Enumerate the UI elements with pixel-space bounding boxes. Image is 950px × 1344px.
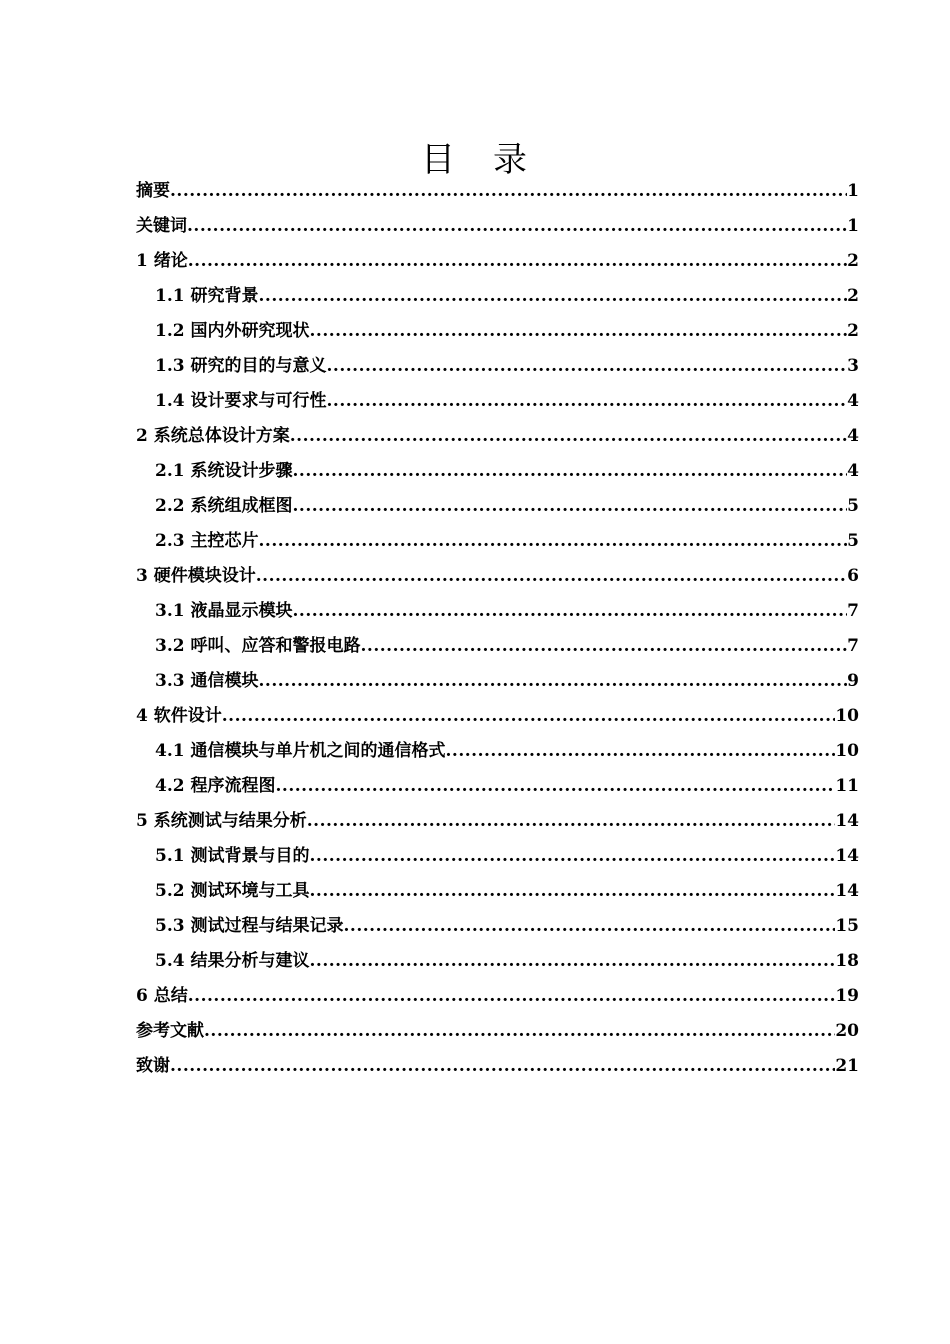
toc-leader-dots	[293, 594, 848, 629]
toc-leader-dots	[188, 979, 836, 1014]
toc-entry-label: 1 绪论	[136, 251, 188, 271]
toc-entry-page-number: 6	[847, 566, 859, 586]
toc-entry[interactable]	[136, 349, 859, 384]
toc-leader-dots	[188, 244, 847, 279]
toc-entry-page-number: 14	[835, 881, 859, 901]
toc-entry[interactable]	[136, 699, 859, 734]
toc-leader-dots	[204, 1014, 835, 1049]
toc-entry-page-number: 14	[835, 811, 859, 831]
toc-entry-label: 5.1 测试背景与目的	[155, 846, 310, 866]
toc-entry-page-number: 21	[835, 1056, 859, 1076]
toc-entry-label: 5.3 测试过程与结果记录	[155, 916, 344, 936]
toc-leader-dots	[327, 349, 848, 384]
toc-leader-dots	[310, 874, 836, 909]
toc-entry-page-number: 1	[847, 216, 859, 236]
toc-entry[interactable]	[136, 524, 859, 559]
toc-entry[interactable]	[136, 1049, 859, 1084]
toc-entry-page-number: 4	[847, 461, 859, 481]
toc-leader-dots	[293, 489, 848, 524]
toc-title-right: 录	[493, 140, 529, 180]
toc-leader-dots	[310, 314, 848, 349]
toc-leader-dots	[259, 664, 848, 699]
toc-entry-page-number: 7	[847, 636, 859, 656]
toc-entry-label: 3.1 液晶显示模块	[155, 601, 293, 621]
toc-entry-page-number: 14	[835, 846, 859, 866]
toc-entry[interactable]	[136, 209, 859, 244]
toc-entry-page-number: 10	[835, 706, 859, 726]
toc-entry-page-number: 5	[847, 496, 859, 516]
toc-entry-page-number: 9	[847, 671, 859, 691]
toc-entry-label: 2.3 主控芯片	[155, 531, 259, 551]
toc-entry[interactable]	[136, 944, 859, 979]
toc-entry[interactable]	[136, 244, 859, 279]
toc-entry[interactable]	[136, 1014, 859, 1049]
toc-entry-page-number: 2	[847, 286, 859, 306]
toc-entry[interactable]	[136, 384, 859, 419]
toc-entry-label: 摘要	[136, 181, 170, 201]
toc-entry[interactable]	[136, 629, 859, 664]
toc-leader-dots	[361, 629, 848, 664]
toc-leader-dots	[310, 839, 836, 874]
toc-entry-page-number: 15	[835, 916, 859, 936]
toc-entry-page-number: 4	[847, 426, 859, 446]
toc-entry-label: 2 系统总体设计方案	[136, 426, 290, 446]
toc-entry-page-number: 1	[847, 181, 859, 201]
toc-entry-page-number: 18	[835, 951, 859, 971]
toc-entry[interactable]	[136, 419, 859, 454]
toc-entry-page-number: 2	[847, 321, 859, 341]
toc-entry-label: 关键词	[136, 216, 187, 236]
toc-leader-dots	[344, 909, 836, 944]
toc-entry[interactable]	[136, 314, 859, 349]
toc-entry[interactable]	[136, 769, 859, 804]
toc-leader-dots	[327, 384, 848, 419]
toc-entry-label: 5.2 测试环境与工具	[155, 881, 310, 901]
toc-entry-label: 2.1 系统设计步骤	[155, 461, 293, 481]
toc-entry-label: 4.1 通信模块与单片机之间的通信格式	[155, 741, 446, 761]
toc-entry[interactable]	[136, 874, 859, 909]
toc-leader-dots	[293, 454, 848, 489]
toc-entry-label: 1.3 研究的目的与意义	[155, 356, 327, 376]
toc-entry[interactable]	[136, 489, 859, 524]
toc-entry[interactable]	[136, 174, 859, 209]
toc-entry[interactable]	[136, 559, 859, 594]
toc-entry-label: 1.4 设计要求与可行性	[155, 391, 327, 411]
toc-entry-page-number: 7	[847, 601, 859, 621]
toc-entry[interactable]	[136, 804, 859, 839]
toc-entry-page-number: 19	[835, 986, 859, 1006]
toc-entry-label: 3.2 呼叫、应答和警报电路	[155, 636, 361, 656]
toc-entry-page-number: 5	[847, 531, 859, 551]
toc-leader-dots	[276, 769, 836, 804]
toc-entry-label: 4.2 程序流程图	[155, 776, 276, 796]
toc-list	[136, 174, 859, 1084]
toc-leader-dots	[290, 419, 847, 454]
toc-entry[interactable]	[136, 839, 859, 874]
toc-entry-page-number: 2	[847, 251, 859, 271]
toc-entry[interactable]	[136, 454, 859, 489]
toc-entry-label: 1.1 研究背景	[155, 286, 259, 306]
toc-entry[interactable]	[136, 734, 859, 769]
toc-entry-page-number: 11	[835, 776, 859, 796]
toc-entry-label: 3.3 通信模块	[155, 671, 259, 691]
toc-entry-page-number: 10	[835, 741, 859, 761]
toc-entry[interactable]	[136, 594, 859, 629]
toc-leader-dots	[310, 944, 836, 979]
toc-entry-label: 2.2 系统组成框图	[155, 496, 293, 516]
toc-entry[interactable]	[136, 664, 859, 699]
toc-entry-page-number: 20	[835, 1021, 859, 1041]
toc-leader-dots	[187, 209, 847, 244]
toc-leader-dots	[259, 279, 848, 314]
toc-entry[interactable]	[136, 279, 859, 314]
toc-entry-page-number: 3	[847, 356, 859, 376]
toc-entry-label: 1.2 国内外研究现状	[155, 321, 310, 341]
toc-title-left: 目	[421, 140, 457, 180]
toc-entry-label: 致谢	[136, 1056, 170, 1076]
toc-leader-dots	[170, 1049, 835, 1084]
toc-leader-dots	[259, 524, 848, 559]
toc-leader-dots	[170, 174, 847, 209]
toc-entry-label: 3 硬件模块设计	[136, 566, 256, 586]
toc-entry-label: 4 软件设计	[136, 706, 222, 726]
toc-leader-dots	[256, 559, 847, 594]
toc-leader-dots	[446, 734, 836, 769]
toc-entry-label: 参考文献	[136, 1021, 204, 1041]
toc-entry-label: 6 总结	[136, 986, 188, 1006]
toc-entry[interactable]	[136, 979, 859, 1014]
toc-entry-label: 5 系统测试与结果分析	[136, 811, 307, 831]
toc-entry[interactable]	[136, 909, 859, 944]
toc-leader-dots	[222, 699, 836, 734]
toc-entry-page-number: 4	[847, 391, 859, 411]
toc-entry-label: 5.4 结果分析与建议	[155, 951, 310, 971]
toc-leader-dots	[307, 804, 836, 839]
